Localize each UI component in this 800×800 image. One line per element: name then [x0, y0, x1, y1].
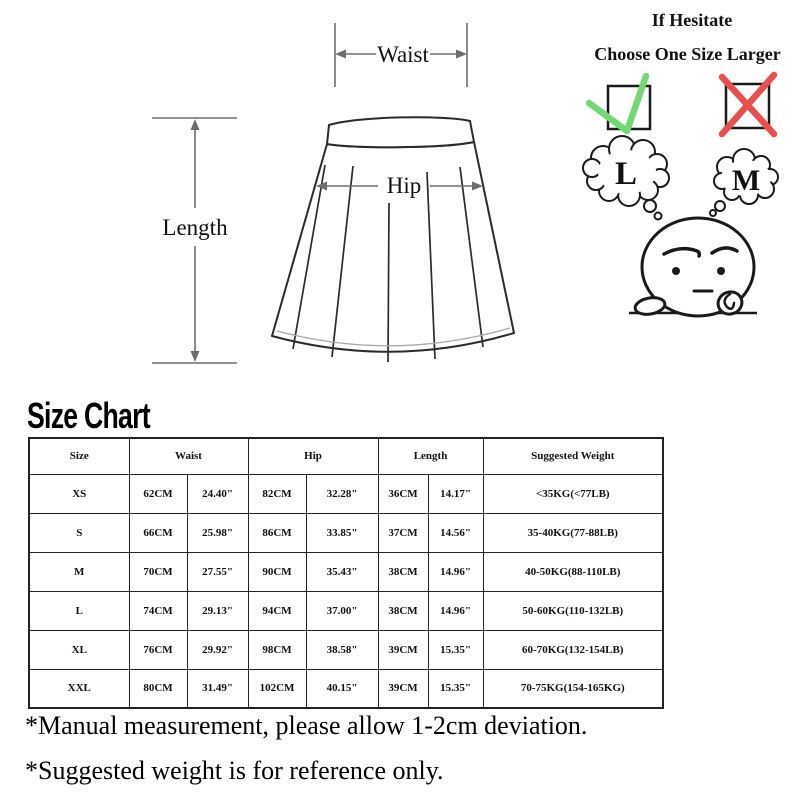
table-cell: 40.15" [306, 669, 378, 708]
table-cell: 74CM [129, 591, 187, 630]
arrowhead-up-icon [191, 119, 200, 130]
table-cell: 102CM [248, 669, 306, 708]
table-cell: 50-60KG(110-132LB) [483, 591, 663, 630]
table-cell: XL [29, 630, 129, 669]
note-manual-measurement: *Manual measurement, please allow 1-2cm deviation. [25, 711, 588, 740]
length-arrow [152, 118, 237, 363]
table-cell: 29.13" [187, 591, 248, 630]
table-cell: 32.28" [306, 474, 378, 513]
table-cell: 14.17" [428, 474, 483, 513]
arrowhead-left-icon [335, 50, 346, 59]
waist-label: Waist [377, 42, 429, 67]
table-cell: 31.49" [187, 669, 248, 708]
table-header-row [29, 438, 663, 474]
table-cell: 82CM [248, 474, 306, 513]
table-cell: 70-75KG(154-165KG) [483, 669, 663, 708]
table-cell: 14.56" [428, 513, 483, 552]
table-cell: 24.40" [187, 474, 248, 513]
table-cell: 40-50KG(88-110LB) [483, 552, 663, 591]
length-label: Length [162, 215, 228, 240]
bubble-tail-dot [715, 201, 725, 211]
table-cell: 62CM [129, 474, 187, 513]
hesitate-heading-line1: If Hesitate [651, 10, 733, 30]
table-cell: 35.43" [306, 552, 378, 591]
table-cell: XXL [29, 669, 129, 708]
table-cell: 76CM [129, 630, 187, 669]
table-cell: 14.96" [428, 552, 483, 591]
table-cell: 27.55" [187, 552, 248, 591]
table-row-m [29, 552, 663, 591]
table-cell: 60-70KG(132-154LB) [483, 630, 663, 669]
table-cell: S [29, 513, 129, 552]
table-row-xxl [29, 669, 663, 708]
face-eye-left [672, 267, 680, 275]
table-cell: 35-40KG(77-88LB) [483, 513, 663, 552]
table-cell: 39CM [378, 630, 428, 669]
table-cell: 66CM [129, 513, 187, 552]
table-cell: 98CM [248, 630, 306, 669]
table-cell: 33.85" [306, 513, 378, 552]
table-cell: 15.35" [428, 630, 483, 669]
table-cell: 86CM [248, 513, 306, 552]
size-chart-title: Size Chart [27, 395, 150, 436]
table-row-xs [29, 474, 663, 513]
table-row-s [29, 513, 663, 552]
hesitate-heading-line2: Choose One Size Larger [594, 44, 781, 64]
table-cell: 37.00" [306, 591, 378, 630]
table-cell: 94CM [248, 591, 306, 630]
col-header-length: Length [378, 438, 483, 474]
table-cell: 15.35" [428, 669, 483, 708]
table-cell: XS [29, 474, 129, 513]
note-suggested-weight: *Suggested weight is for reference only. [25, 756, 444, 785]
table-cell: L [29, 591, 129, 630]
col-header-suggested-weight: Suggested Weight [483, 438, 663, 474]
col-header-waist: Waist [129, 438, 248, 474]
bubble-right-label: M [731, 164, 761, 197]
table-cell: 38CM [378, 552, 428, 591]
table-cell: 70CM [129, 552, 187, 591]
arrowhead-right-icon [456, 50, 467, 59]
table-cell: 29.92" [187, 630, 248, 669]
bubble-tail-dot [644, 200, 656, 212]
arrowhead-down-icon [191, 351, 200, 362]
col-header-size: Size [29, 438, 129, 474]
table-cell: 38CM [378, 591, 428, 630]
table-cell: 36CM [378, 474, 428, 513]
table-cell: 80CM [129, 669, 187, 708]
confused-face-illustration [629, 218, 757, 317]
table-cell: 14.96" [428, 591, 483, 630]
check-icon [589, 76, 646, 131]
table-cell: 39CM [378, 669, 428, 708]
hip-label: Hip [386, 173, 422, 198]
table-cell: 38.58" [306, 630, 378, 669]
table-cell: 37CM [378, 513, 428, 552]
face-eye-right [717, 267, 725, 275]
skirt-drawing [272, 117, 514, 362]
table-cell: <35KG(<77LB) [483, 474, 663, 513]
bubble-tail-dot [710, 210, 716, 216]
table-cell: M [29, 552, 129, 591]
size-chart-table [28, 437, 664, 709]
table-row-xl [29, 630, 663, 669]
table-row-l [29, 591, 663, 630]
bubble-left-label: L [614, 156, 638, 192]
bubble-tail-dot [655, 213, 662, 220]
skirt-waistband [327, 117, 474, 147]
table-cell: 25.98" [187, 513, 248, 552]
col-header-hip: Hip [248, 438, 378, 474]
table-cell: 90CM [248, 552, 306, 591]
